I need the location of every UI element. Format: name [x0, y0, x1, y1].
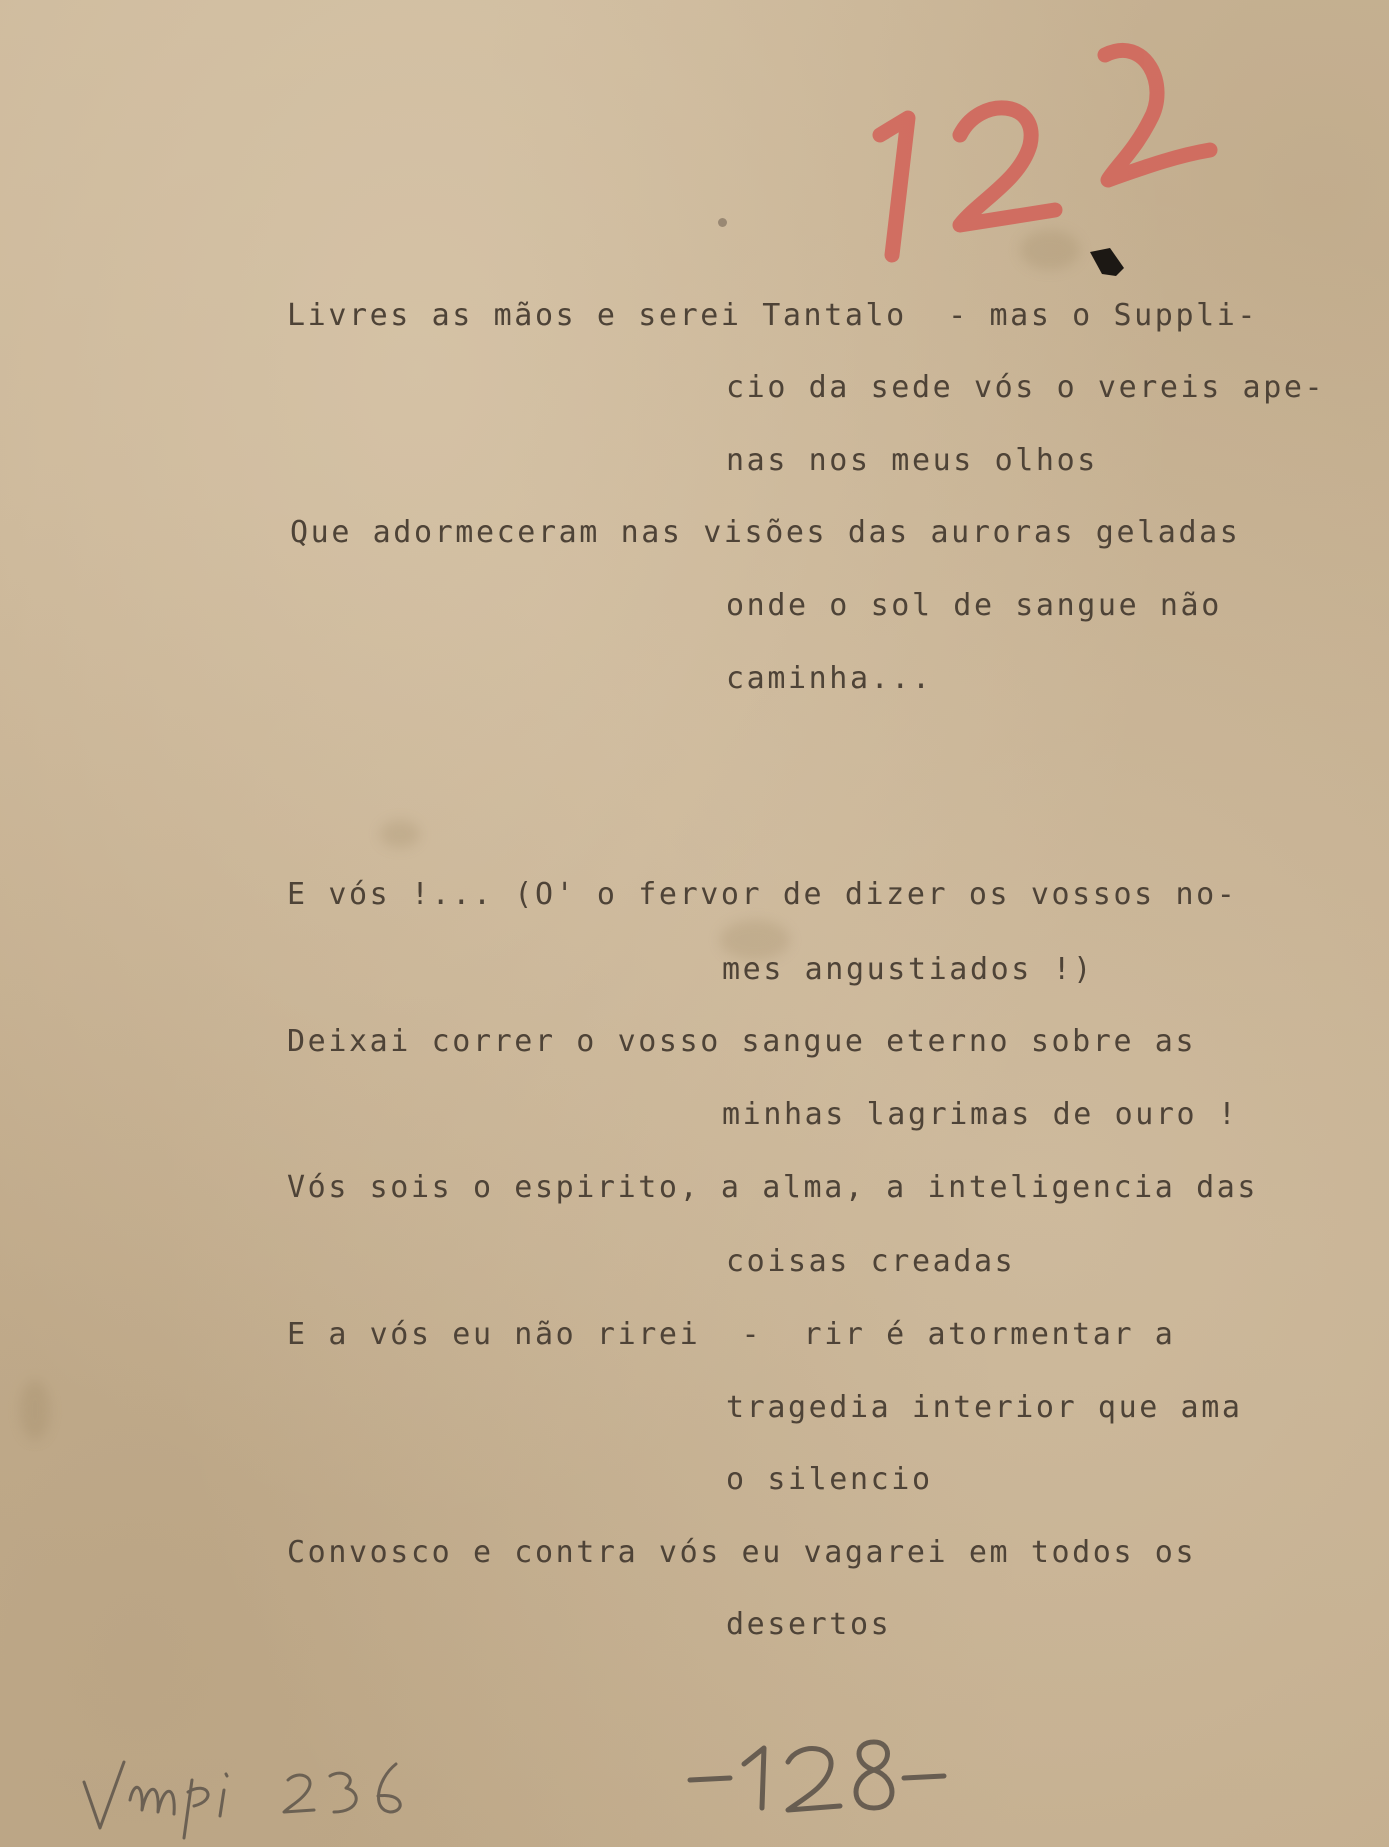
- verse-line: cio da sede vós o vereis ape-: [726, 370, 1326, 405]
- verse-line: Deixai correr o vosso sangue eterno sobre as: [287, 1024, 1197, 1059]
- page-number-128: [678, 1728, 958, 1823]
- paper-stain: [380, 820, 420, 848]
- verse-line: Livres as mãos e serei Tantalo - mas o Suppli-: [287, 298, 1259, 333]
- verse-line: Convosco e contra vós eu vagarei em todos os: [287, 1535, 1197, 1570]
- verse-line: nas nos meus olhos: [726, 443, 1098, 478]
- verse-line: caminha...: [726, 661, 933, 696]
- paper-stain: [20, 1380, 50, 1440]
- verse-line: coisas creadas: [726, 1244, 1016, 1279]
- verse-line: o silencio: [726, 1462, 933, 1497]
- archive-mark-vmpi-236: [78, 1740, 418, 1840]
- punch-hole: [1088, 248, 1126, 278]
- verse-line: Vós sois o espirito, a alma, a inteligencia das: [287, 1170, 1259, 1205]
- verse-line: onde o sol de sangue não: [726, 588, 1222, 623]
- verse-line: mes angustiados !): [722, 952, 1094, 987]
- folio-number-122: [850, 40, 1230, 270]
- ink-dot: [718, 218, 727, 227]
- verse-line: desertos: [726, 1607, 892, 1642]
- verse-line: Que adormeceram nas visões das auroras geladas: [290, 515, 1241, 550]
- verse-line: E a vós eu não rirei - rir é atormentar a: [287, 1317, 1176, 1352]
- verse-line: minhas lagrimas de ouro !: [722, 1097, 1239, 1132]
- verse-line: tragedia interior que ama: [726, 1390, 1243, 1425]
- verse-line: E vós !... (O' o fervor de dizer os vossos no-: [287, 877, 1238, 912]
